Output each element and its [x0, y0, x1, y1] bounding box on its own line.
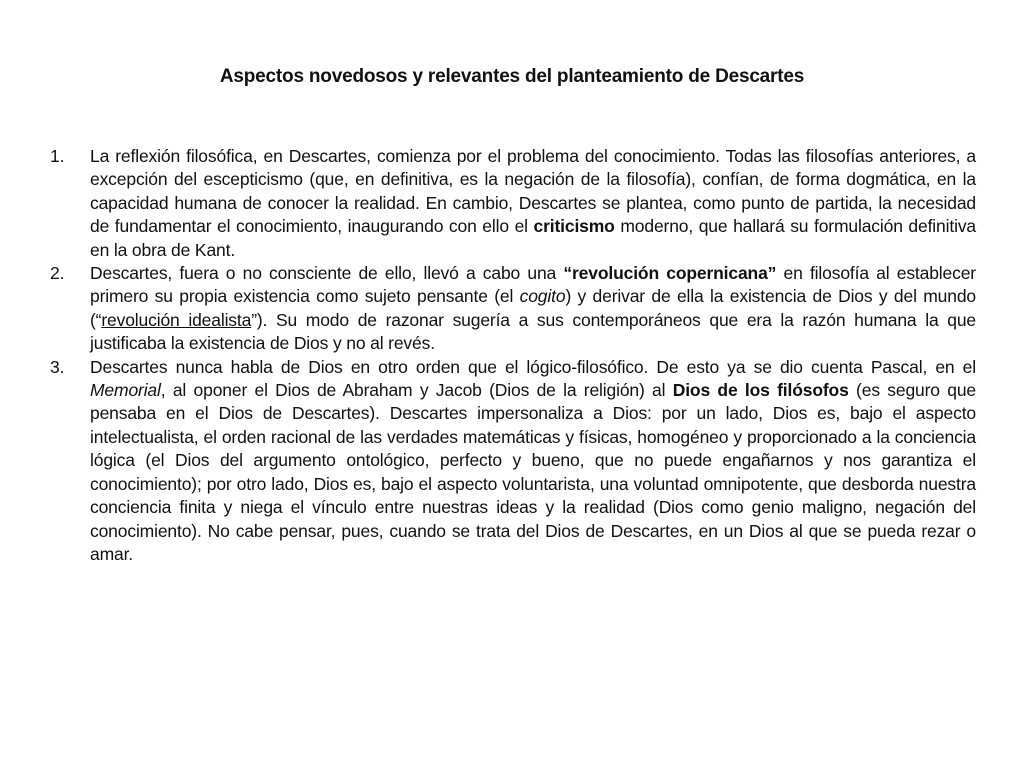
item-text-segment: Descartes nunca habla de Dios en otro orden que el lógico-filosófico. De esto ya se dio cuenta Pascal, en el	[90, 356, 976, 377]
list-item	[46, 145, 976, 262]
numbered-list	[46, 145, 976, 566]
item-text-segment: ”). Su modo de razonar sugería a sus contemporáneos que era la razón humana la que justificaba la existencia de Dios y no al revés.	[90, 309, 976, 354]
item-text-underline: revolución idealista	[101, 309, 252, 330]
item-text-segment: (es seguro que pensaba en el Dios de Descartes). Descartes impersonaliza a Dios: por un lado, Dios es, bajo el aspecto intelectualista, el orden racional de las verdades matemáticas y físicas, homogéneo y proporcionado a la conciencia lógica (el Dios del argumento ontológico, perfecto y bueno, que no puede engañarnos y nos garantiza el conocimiento); por otro lado, Dios es, bajo el aspecto voluntarista, una voluntad omnipotente, que desborda nuestra conciencia finita y niega el vínculo entre nuestras ideas y la realidad (Dios como genio maligno, negación del conocimiento). No cabe pensar, pues, cuando se trata del Dios de Descartes, en un Dios al que se pueda rezar o amar.	[90, 380, 976, 564]
item-text-bold: Dios de los filósofos	[672, 380, 849, 401]
item-text-bold: “revolución copernicana”	[563, 263, 777, 284]
item-text-segment: , al oponer el Dios de Abraham y Jacob (Dios de la religión) al	[160, 380, 673, 401]
item-number: 1.	[50, 146, 65, 166]
item-text-segment: La reflexión filosófica, en Descartes, comienza por el problema del conocimiento. Todas las filosofías anteriores, a excepción del escepticismo (que, en definitiva, es la negación de la filosofía), confían, de forma dogmática, en la capacidad humana de conocer la realidad. En cambio, Descartes se plantea, como punto de partida, la necesidad de fundamentar el conocimiento, inaugurando con ello el	[90, 146, 976, 237]
item-text-segment: moderno, que hallará su formulación definitiva en la obra de Kant.	[90, 216, 977, 260]
item-number: 2.	[50, 263, 65, 284]
item-text-italic: Memorial	[90, 380, 161, 401]
item-number: 3.	[50, 356, 65, 377]
list-item	[46, 356, 976, 567]
slide-title: Aspectos novedosos y relevantes del planteamiento de Descartes	[219, 66, 805, 87]
item-text-italic: cogito	[519, 286, 566, 307]
item-text-segment: Descartes, fuera o no consciente de ello, llevó a cabo una	[90, 263, 564, 284]
item-text-segment: ) y derivar de ella la existencia de Dios y del mundo (“	[90, 286, 976, 330]
item-text-bold: criticismo	[533, 216, 615, 237]
list-item	[46, 262, 976, 356]
item-text-segment: en filosofía al establecer primero su propia existencia como sujeto pensante (el	[90, 263, 976, 307]
